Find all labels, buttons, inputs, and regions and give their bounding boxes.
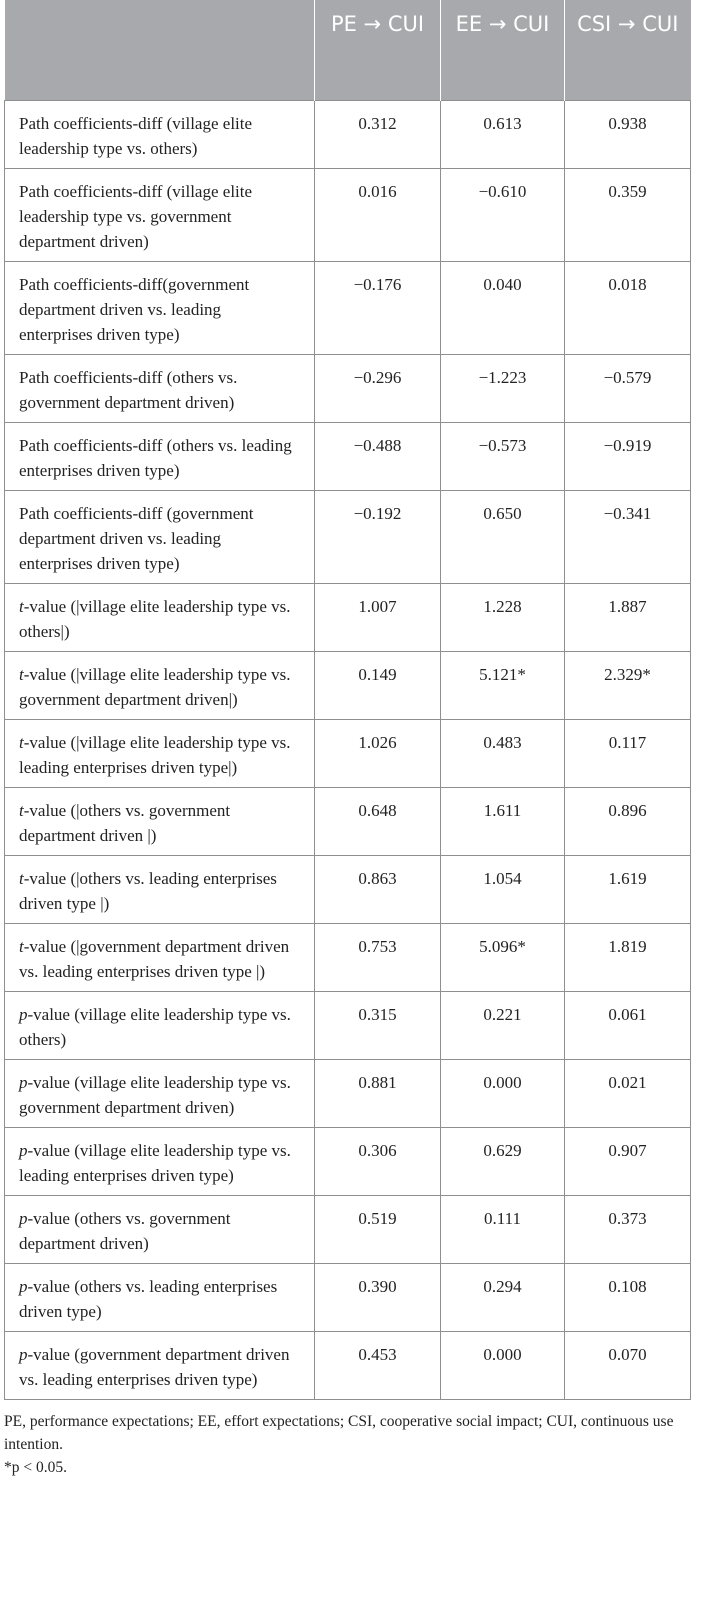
table-row (5, 1263, 691, 1331)
row-label-text: -value (others vs. government department driven) (19, 1208, 231, 1253)
row-label-text: Path coefficients-diff (others vs. leading enterprises driven type) (19, 435, 292, 480)
table-row (5, 1331, 691, 1399)
table-row (5, 168, 691, 261)
table-row (5, 261, 691, 354)
row-label-cell (5, 1195, 315, 1263)
row-label-text: Path coefficients-diff (others vs. government department driven) (19, 367, 238, 412)
pe-value-cell: 0.863 (315, 855, 441, 923)
table-row (5, 719, 691, 787)
row-label-prefix: t (19, 936, 24, 956)
header-csi-cui: CSI → CUI (565, 0, 691, 100)
ee-value-cell: 0.000 (441, 1331, 565, 1399)
table-row (5, 651, 691, 719)
row-label-cell (5, 991, 315, 1059)
csi-value-cell: 0.021 (565, 1059, 691, 1127)
pe-value-cell: 1.007 (315, 583, 441, 651)
row-label-cell (5, 168, 315, 261)
csi-value-cell: −0.341 (565, 490, 691, 583)
table-row (5, 354, 691, 422)
row-label-prefix: t (19, 800, 24, 820)
pe-value-cell: 0.390 (315, 1263, 441, 1331)
csi-value-cell: −0.919 (565, 422, 691, 490)
csi-value-cell: 0.359 (565, 168, 691, 261)
ee-value-cell: −0.573 (441, 422, 565, 490)
row-label-prefix: p (19, 1004, 28, 1024)
table-row (5, 422, 691, 490)
pe-value-cell: 0.016 (315, 168, 441, 261)
pe-value-cell: 1.026 (315, 719, 441, 787)
row-label-cell (5, 1263, 315, 1331)
row-label-text: -value (village elite leadership type vs. leading enterprises driven type) (19, 1140, 291, 1185)
row-label-prefix: p (19, 1208, 28, 1228)
row-label-cell (5, 1331, 315, 1399)
csi-value-cell: 0.907 (565, 1127, 691, 1195)
pe-value-cell: −0.296 (315, 354, 441, 422)
row-label-text: Path coefficients-diff(government department driven vs. leading enterprises driven type) (19, 274, 250, 344)
csi-value-cell: 0.896 (565, 787, 691, 855)
csi-value-cell: 2.329* (565, 651, 691, 719)
table-row (5, 1059, 691, 1127)
row-label-cell (5, 855, 315, 923)
ee-value-cell: 0.221 (441, 991, 565, 1059)
row-label-cell (5, 422, 315, 490)
ee-value-cell: 0.629 (441, 1127, 565, 1195)
row-label-cell (5, 719, 315, 787)
csi-value-cell: 0.117 (565, 719, 691, 787)
csi-value-cell: 0.373 (565, 1195, 691, 1263)
row-label-cell (5, 923, 315, 991)
row-label-text: Path coefficients-diff (government department driven vs. leading enterprises driven type) (19, 503, 254, 573)
row-label-prefix: t (19, 664, 24, 684)
row-label-prefix: p (19, 1344, 28, 1364)
row-label-text: Path coefficients-diff (village elite leadership type vs. government department driven) (19, 181, 253, 251)
table-row (5, 1127, 691, 1195)
ee-value-cell: 0.111 (441, 1195, 565, 1263)
pe-value-cell: 0.315 (315, 991, 441, 1059)
row-label-prefix: p (19, 1072, 28, 1092)
header-row (5, 0, 691, 100)
csi-value-cell: 1.887 (565, 583, 691, 651)
table-row (5, 100, 691, 168)
ee-value-cell: 0.650 (441, 490, 565, 583)
row-label-cell (5, 583, 315, 651)
row-label-cell (5, 651, 315, 719)
pe-value-cell: 0.149 (315, 651, 441, 719)
row-label-cell (5, 100, 315, 168)
row-label-text: -value (|government department driven vs. leading enterprises driven type |) (19, 936, 290, 981)
row-label-text: -value (|village elite leadership type vs. government department driven|) (19, 664, 291, 709)
csi-value-cell: −0.579 (565, 354, 691, 422)
header-pe-cui: PE → CUI (315, 0, 441, 100)
row-label-text: Path coefficients-diff (village elite leadership type vs. others) (19, 113, 253, 158)
row-label-text: -value (|others vs. government department driven |) (19, 800, 231, 845)
row-label-prefix: p (19, 1140, 28, 1160)
row-label-text: -value (|others vs. leading enterprises driven type |) (19, 868, 277, 913)
table-row (5, 490, 691, 583)
pe-value-cell: 0.453 (315, 1331, 441, 1399)
table-row (5, 923, 691, 991)
row-label-prefix: p (19, 1276, 28, 1296)
row-label-text: -value (|village elite leadership type vs. others|) (19, 596, 291, 641)
ee-value-cell: 0.613 (441, 100, 565, 168)
table-body (5, 100, 691, 1399)
csi-value-cell: 0.018 (565, 261, 691, 354)
row-label-cell (5, 787, 315, 855)
row-label-text: -value (village elite leadership type vs. others) (19, 1004, 291, 1049)
pe-value-cell: −0.176 (315, 261, 441, 354)
ee-value-cell: 1.054 (441, 855, 565, 923)
row-label-text: -value (|village elite leadership type vs. leading enterprises driven type|) (19, 732, 291, 777)
table-container (4, 0, 707, 1479)
table-row (5, 991, 691, 1059)
table-row (5, 1195, 691, 1263)
csi-value-cell: 0.061 (565, 991, 691, 1059)
ee-value-cell: 5.096* (441, 923, 565, 991)
csi-value-cell: 0.108 (565, 1263, 691, 1331)
pe-value-cell: −0.192 (315, 490, 441, 583)
ee-value-cell: −0.610 (441, 168, 565, 261)
csi-value-cell: 1.619 (565, 855, 691, 923)
pe-value-cell: 0.881 (315, 1059, 441, 1127)
pe-value-cell: 0.648 (315, 787, 441, 855)
ee-value-cell: 1.611 (441, 787, 565, 855)
row-label-prefix: t (19, 732, 24, 752)
pe-value-cell: −0.488 (315, 422, 441, 490)
csi-value-cell: 0.938 (565, 100, 691, 168)
results-table (4, 0, 691, 1400)
ee-value-cell: 0.040 (441, 261, 565, 354)
table-header (5, 0, 691, 100)
pe-value-cell: 0.306 (315, 1127, 441, 1195)
table-footnote (4, 1410, 707, 1479)
ee-value-cell: 5.121* (441, 651, 565, 719)
ee-value-cell: 0.000 (441, 1059, 565, 1127)
pe-value-cell: 0.312 (315, 100, 441, 168)
table-row (5, 787, 691, 855)
row-label-cell (5, 490, 315, 583)
ee-value-cell: 0.483 (441, 719, 565, 787)
pe-value-cell: 0.519 (315, 1195, 441, 1263)
table-row (5, 855, 691, 923)
row-label-cell (5, 1127, 315, 1195)
ee-value-cell: −1.223 (441, 354, 565, 422)
row-label-prefix: t (19, 868, 24, 888)
pe-value-cell: 0.753 (315, 923, 441, 991)
csi-value-cell: 0.070 (565, 1331, 691, 1399)
csi-value-cell: 1.819 (565, 923, 691, 991)
row-label-prefix: t (19, 596, 24, 616)
row-label-cell (5, 1059, 315, 1127)
row-label-text: -value (others vs. leading enterprises driven type) (19, 1276, 278, 1321)
ee-value-cell: 0.294 (441, 1263, 565, 1331)
ee-value-cell: 1.228 (441, 583, 565, 651)
row-label-text: -value (government department driven vs. leading enterprises driven type) (19, 1344, 290, 1389)
table-row (5, 583, 691, 651)
row-label-cell (5, 354, 315, 422)
header-ee-cui: EE → CUI (441, 0, 565, 100)
footnote-significance: *p < 0.05. (4, 1458, 67, 1476)
row-label-text: -value (village elite leadership type vs. government department driven) (19, 1072, 291, 1117)
header-blank-cell (5, 0, 315, 100)
footnote-abbreviations: PE, performance expectations; EE, effort expectations; CSI, cooperative social impact; CUI, continuous use intention. (4, 1412, 674, 1453)
row-label-cell (5, 261, 315, 354)
